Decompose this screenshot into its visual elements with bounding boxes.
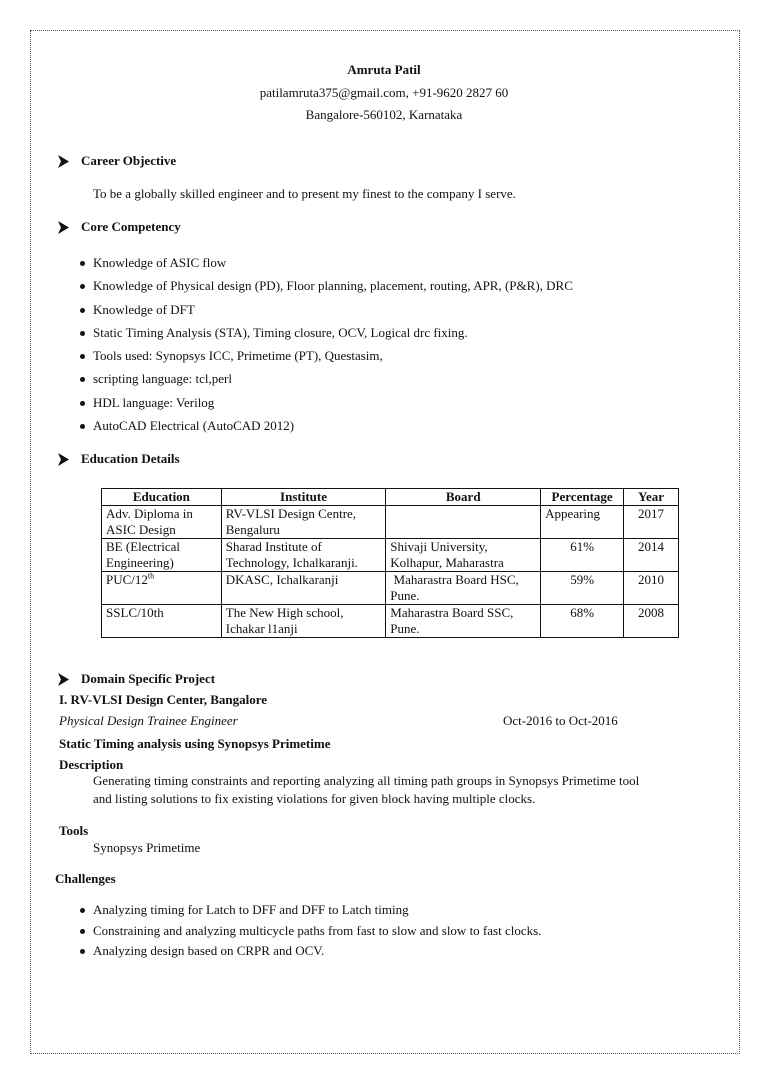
institute-cell: Sharad Institute of Technology, Ichalkaranji.: [221, 539, 386, 572]
address-line: Bangalore-560102, Karnataka: [305, 107, 463, 122]
description-label: Description: [59, 757, 124, 772]
table-row: [102, 605, 679, 638]
list-item: Analyzing timing for Latch to DFF and DFF to Latch timing: [77, 900, 541, 921]
column-header: Year: [624, 489, 679, 506]
institute-cell: RV-VLSI Design Centre, Bengaluru: [221, 506, 386, 539]
bullet-dot-icon: [80, 284, 85, 289]
year-cell: 2014: [624, 539, 679, 572]
table-header-row: [102, 489, 679, 506]
column-header: Percentage: [541, 489, 624, 506]
bullet-dot-icon: [80, 354, 85, 359]
table-row: [102, 506, 679, 539]
percentage-cell: 59%: [541, 572, 624, 605]
education-cell: PUC/12th: [102, 572, 222, 605]
bullet-dot-icon: [80, 331, 85, 336]
bullet-dot-icon: [80, 377, 85, 382]
bullet-dot-icon: [80, 424, 85, 429]
challenges-list: [77, 900, 541, 962]
bullet-dot-icon: [80, 908, 85, 913]
project-title: Static Timing analysis using Synopsys Primetime: [59, 736, 331, 751]
tools-label: Tools: [59, 823, 89, 838]
board-cell: Maharastra Board HSC, Pune.: [386, 572, 541, 605]
list-item: Tools used: Synopsys ICC, Primetime (PT), Questasim,: [77, 344, 573, 367]
career-objective-text: To be a globally skilled engineer and to present my finest to the company I serve.: [93, 186, 516, 201]
board-cell: [386, 506, 541, 539]
candidate-name: Amruta Patil: [347, 62, 421, 77]
education-table: [101, 488, 679, 638]
list-item: AutoCAD Electrical (AutoCAD 2012): [77, 414, 573, 437]
column-header: Institute: [221, 489, 386, 506]
challenges-label: Challenges: [55, 871, 116, 886]
table-row: [102, 572, 679, 605]
list-item: Analyzing design based on CRPR and OCV.: [77, 941, 541, 962]
bullet-dot-icon: [80, 261, 85, 266]
table-row: [102, 539, 679, 572]
core-competency-heading: Core Competency: [81, 219, 181, 234]
year-cell: 2008: [624, 605, 679, 638]
list-item: Knowledge of Physical design (PD), Floor planning, placement, routing, APR, (P&R), DRC: [77, 274, 573, 297]
list-item: HDL language: Verilog: [77, 391, 573, 414]
bullet-dot-icon: [80, 929, 85, 934]
list-item: Knowledge of DFT: [77, 298, 573, 321]
percentage-cell: 61%: [541, 539, 624, 572]
description-line: and listing solutions to fix existing violations for given block having multiple clocks.: [93, 791, 536, 806]
project-heading: Domain Specific Project: [81, 671, 216, 686]
contact-line: patilamruta375@gmail.com, +91-9620 2827 60: [259, 85, 509, 100]
project-dates: Oct-2016 to Oct-2016: [503, 713, 618, 728]
tools-text: Synopsys Primetime: [93, 840, 201, 855]
career-objective-heading: Career Objective: [81, 153, 177, 168]
description-line: Generating timing constraints and reporting analyzing all timing path groups in Synopsys Primetime tool: [93, 773, 640, 788]
list-item: Knowledge of ASIC flow: [77, 251, 573, 274]
education-cell: SSLC/10th: [102, 605, 222, 638]
list-item: Constraining and analyzing multicycle paths from fast to slow and slow to fast clocks.: [77, 921, 541, 942]
year-cell: 2017: [624, 506, 679, 539]
institute-cell: DKASC, Ichalkaranji: [221, 572, 386, 605]
bullet-dot-icon: [80, 308, 85, 313]
year-cell: 2010: [624, 572, 679, 605]
percentage-cell: 68%: [541, 605, 624, 638]
list-item: Static Timing Analysis (STA), Timing closure, OCV, Logical drc fixing.: [77, 321, 573, 344]
column-header: Education: [102, 489, 222, 506]
percentage-cell: Appearing: [541, 506, 624, 539]
education-cell: BE (Electrical Engineering): [102, 539, 222, 572]
board-cell: Shivaji University, Kolhapur, Maharastra: [386, 539, 541, 572]
project-role: Physical Design Trainee Engineer: [59, 713, 238, 728]
education-heading: Education Details: [81, 451, 180, 466]
board-cell: Maharastra Board SSC, Pune.: [386, 605, 541, 638]
institute-cell: The New High school, Ichakar l1anji: [221, 605, 386, 638]
project-organization: I. RV-VLSI Design Center, Bangalore: [59, 692, 268, 707]
bullet-dot-icon: [80, 949, 85, 954]
arrow-bullet-icon: [57, 155, 71, 169]
arrow-bullet-icon: [57, 673, 71, 687]
arrow-bullet-icon: [57, 221, 71, 235]
column-header: Board: [386, 489, 541, 506]
list-item: scripting language: tcl,perl: [77, 367, 573, 390]
education-cell: Adv. Diploma in ASIC Design: [102, 506, 222, 539]
arrow-bullet-icon: [57, 453, 71, 467]
competency-list: [77, 251, 573, 437]
bullet-dot-icon: [80, 401, 85, 406]
